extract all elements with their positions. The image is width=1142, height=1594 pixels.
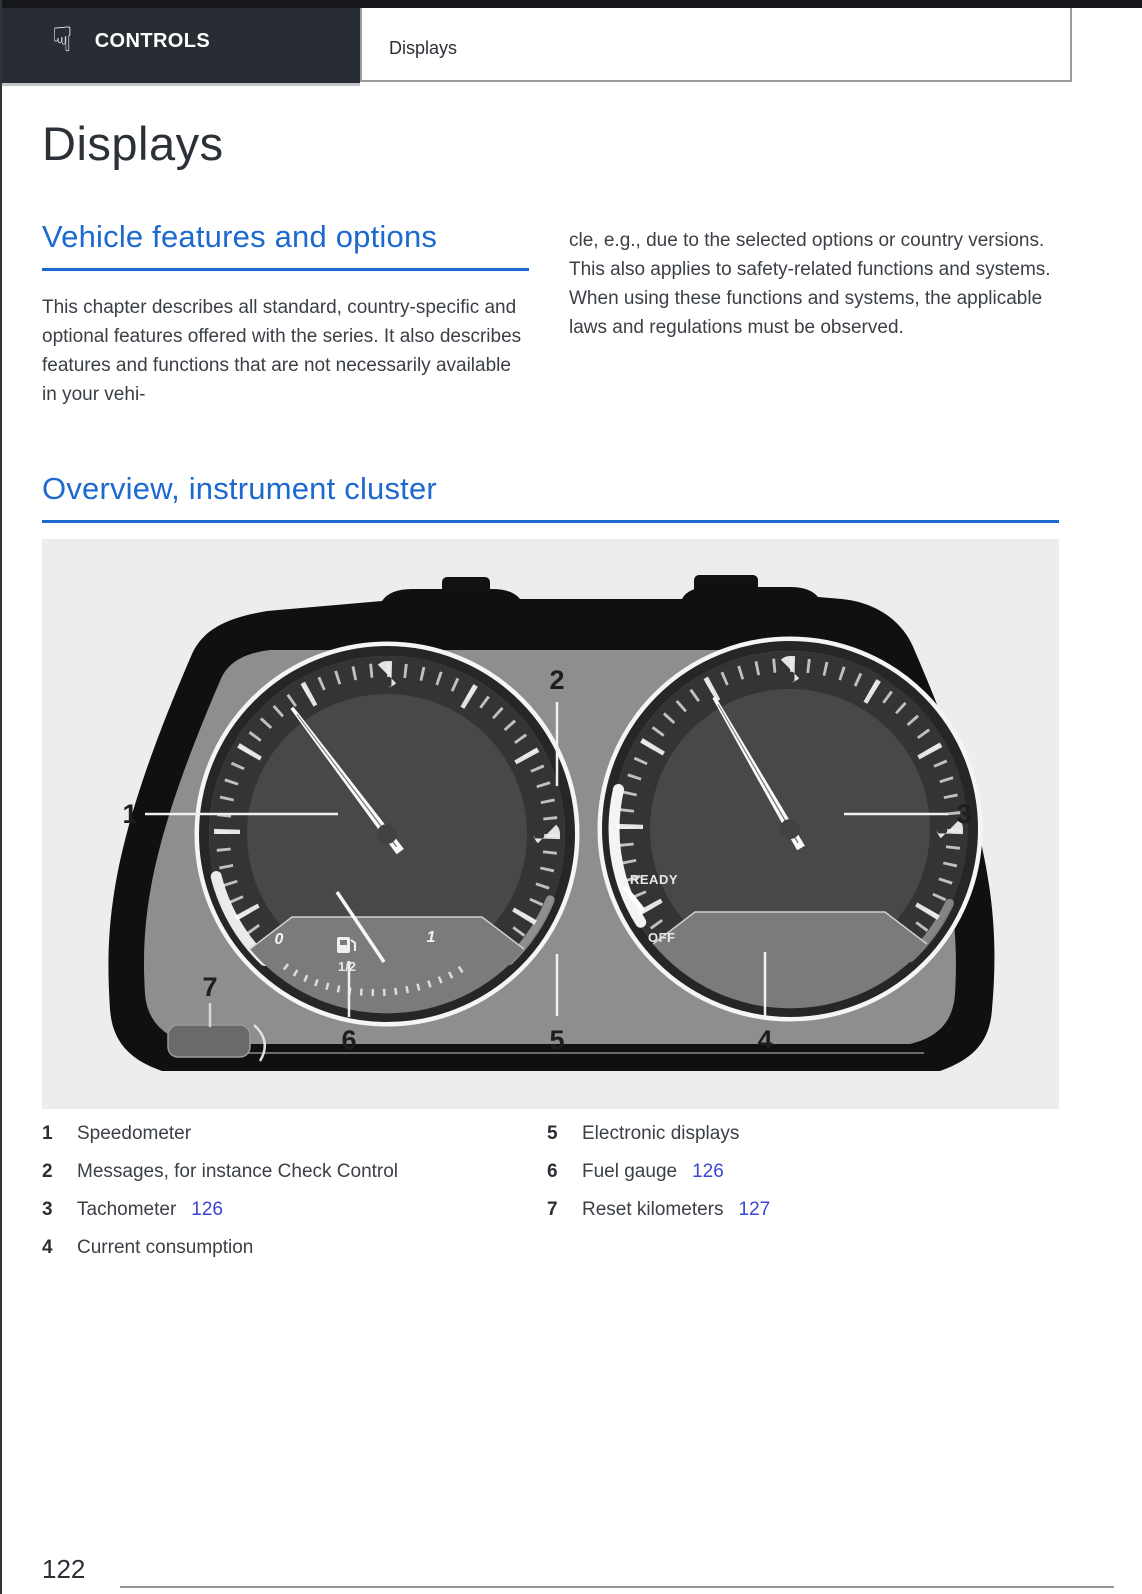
callout-2: 2: [549, 665, 565, 695]
legend-number: 3: [42, 1199, 53, 1220]
fuel-scale-empty-label: 0: [274, 931, 284, 948]
intro-columns: [42, 219, 1059, 409]
intro-right-column: [569, 219, 1056, 409]
legend-number: 7: [547, 1199, 558, 1220]
legend-label: Fuel gauge: [582, 1161, 678, 1182]
off-label: OFF: [648, 930, 676, 945]
ready-label: READY: [630, 872, 679, 887]
legend-item-reset-kilometers: [547, 1199, 1007, 1221]
legend-number: 5: [547, 1123, 558, 1144]
section-header-label: Displays: [389, 37, 458, 58]
legend-item-messages: [42, 1161, 547, 1183]
legend-column-right: [547, 1123, 1007, 1275]
legend-label: Electronic displays: [582, 1123, 740, 1144]
legend-item-fuel-gauge: [547, 1161, 1007, 1183]
callout-3: 3: [956, 799, 972, 829]
footer-rule: [120, 1586, 1114, 1588]
figure-legend: [42, 1123, 1059, 1275]
callout-6: 6: [341, 1025, 357, 1055]
intro-paragraph-right: cle, e.g., due to the selected options or country versions. This also applies to safety-related functions and systems. When using these functions and systems, the applicable laws and regulations must be observed.: [569, 230, 1051, 338]
intro-left-column: [42, 219, 529, 409]
speedometer-gauge: [197, 644, 577, 1024]
fuel-scale-half-label: 1/2: [337, 959, 357, 974]
legend-page-ref[interactable]: 126: [191, 1199, 223, 1220]
instrument-cluster-figure: [42, 539, 1059, 1109]
legend-label: Speedometer: [77, 1123, 192, 1144]
legend-number: 6: [547, 1161, 558, 1182]
legend-column-left: [42, 1123, 547, 1275]
legend-item-tachometer: [42, 1199, 547, 1221]
legend-number: 2: [42, 1161, 53, 1182]
chapter-tab-controls: [2, 0, 360, 86]
instrument-cluster-illustration: [42, 539, 1059, 1109]
callout-1: 1: [122, 799, 138, 829]
callout-4: 4: [757, 1025, 773, 1055]
fuel-scale-full-label: 1: [426, 929, 436, 946]
legend-number: 1: [42, 1123, 53, 1144]
legend-number: 4: [42, 1237, 53, 1258]
heading-vehicle-features: Vehicle features and options: [42, 219, 529, 271]
legend-label: Messages, for instance Check Control: [77, 1161, 399, 1182]
tachometer-gauge: [600, 639, 980, 1019]
pointing-hand-down-icon: ☟: [52, 19, 73, 60]
legend-page-ref[interactable]: 126: [692, 1161, 724, 1182]
legend-item-current-consumption: [42, 1237, 547, 1259]
top-black-bar: [2, 0, 1142, 8]
legend-label: Current consumption: [77, 1237, 254, 1258]
legend-item-electronic-displays: [547, 1123, 1007, 1145]
callout-5: 5: [549, 1025, 565, 1055]
heading-overview-instrument-cluster: Overview, instrument cluster: [42, 471, 1059, 523]
legend-item-speedometer: [42, 1123, 547, 1145]
section-header-box: [360, 6, 1072, 82]
page-number: 122: [42, 1554, 86, 1584]
page-title: Displays: [42, 117, 224, 170]
page-content: [42, 86, 1059, 1275]
callout-7: 7: [202, 972, 218, 1002]
reset-kilometers-button: [168, 1025, 250, 1057]
legend-label: Reset kilometers: [582, 1199, 724, 1220]
chapter-tab-label: CONTROLS: [94, 30, 211, 52]
legend-label: Tachometer: [77, 1199, 177, 1220]
intro-paragraph-left: This chapter describes all standard, country-specific and optional features offered with the series. It also describes features and functions that are not necessarily available in your vehi-: [42, 297, 522, 405]
legend-page-ref[interactable]: 127: [738, 1199, 771, 1220]
